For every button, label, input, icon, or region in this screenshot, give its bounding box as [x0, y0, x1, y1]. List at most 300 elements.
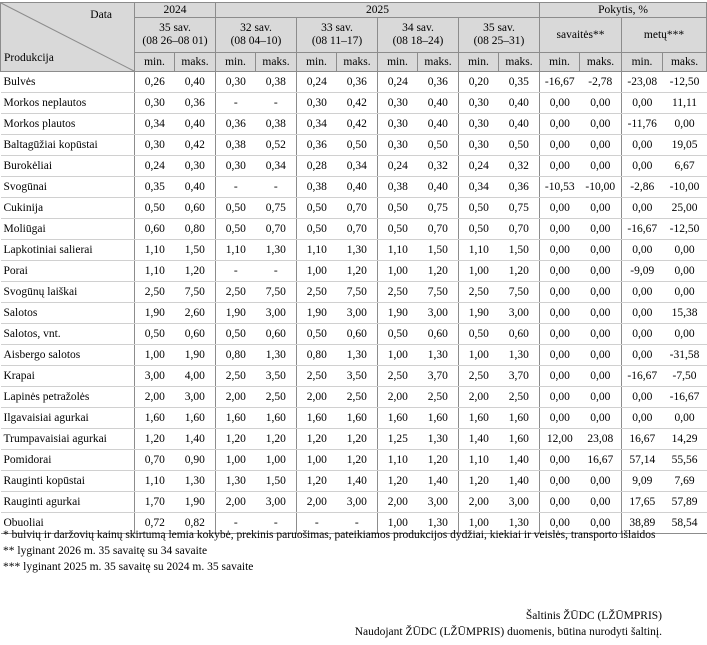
- max-value-cell: 0,90: [175, 450, 216, 471]
- min-value-cell: 1,10: [459, 240, 499, 261]
- max-value-cell: -2,78: [580, 72, 622, 93]
- max-value-cell: 1,40: [175, 429, 216, 450]
- max-value-cell: 1,90: [175, 345, 216, 366]
- max-value-cell: 1,20: [337, 429, 378, 450]
- max-value-cell: 3,00: [499, 303, 540, 324]
- max-value-cell: 3,00: [337, 492, 378, 513]
- product-name-cell: Cukinija: [1, 198, 135, 219]
- min-value-cell: 1,60: [378, 408, 418, 429]
- max-value-cell: 0,75: [256, 198, 297, 219]
- max-value-cell: 1,60: [499, 408, 540, 429]
- week-header: 35 sav. (08 26–08 01): [135, 18, 216, 53]
- max-value-cell: 0,70: [418, 219, 459, 240]
- max-value-cell: 1,30: [256, 345, 297, 366]
- max-value-cell: 0,36: [175, 93, 216, 114]
- min-value-cell: 2,50: [216, 366, 256, 387]
- table-row: [1, 408, 707, 429]
- max-value-cell: 0,00: [580, 93, 622, 114]
- max-value-cell: 1,30: [499, 513, 540, 534]
- min-value-cell: 1,40: [459, 429, 499, 450]
- min-value-cell: 0,70: [135, 450, 175, 471]
- product-label: Produkcija: [4, 52, 54, 64]
- max-value-cell: 1,20: [256, 429, 297, 450]
- max-value-cell: 1,50: [499, 240, 540, 261]
- min-value-cell: 0,26: [135, 72, 175, 93]
- min-value-cell: 0,38: [297, 177, 337, 198]
- min-header: min.: [378, 53, 418, 72]
- min-value-cell: 0,00: [540, 324, 580, 345]
- min-value-cell: 0,00: [622, 303, 663, 324]
- max-header: maks.: [580, 53, 622, 72]
- min-value-cell: 2,00: [297, 387, 337, 408]
- max-value-cell: -31,58: [663, 345, 707, 366]
- min-value-cell: 1,90: [135, 303, 175, 324]
- min-value-cell: 1,00: [459, 261, 499, 282]
- min-value-cell: 0,00: [540, 387, 580, 408]
- table-row: [1, 261, 707, 282]
- min-value-cell: 0,30: [297, 93, 337, 114]
- max-value-cell: 1,60: [499, 429, 540, 450]
- max-value-cell: 0,42: [175, 135, 216, 156]
- min-value-cell: 0,34: [135, 114, 175, 135]
- min-value-cell: 3,00: [135, 366, 175, 387]
- max-value-cell: 1,20: [337, 261, 378, 282]
- max-value-cell: 0,60: [499, 324, 540, 345]
- max-value-cell: 0,42: [337, 93, 378, 114]
- max-value-cell: 0,40: [175, 177, 216, 198]
- product-name-cell: Aisbergo salotos: [1, 345, 135, 366]
- min-value-cell: 0,30: [459, 93, 499, 114]
- table-row: [1, 240, 707, 261]
- min-value-cell: 1,00: [135, 345, 175, 366]
- max-value-cell: 7,50: [337, 282, 378, 303]
- max-value-cell: 1,20: [175, 261, 216, 282]
- min-value-cell: 9,09: [622, 471, 663, 492]
- min-value-cell: 1,20: [297, 429, 337, 450]
- min-value-cell: 1,00: [216, 450, 256, 471]
- max-value-cell: 6,67: [663, 156, 707, 177]
- max-value-cell: 1,40: [418, 471, 459, 492]
- product-name-cell: Salotos, vnt.: [1, 324, 135, 345]
- max-value-cell: 58,54: [663, 513, 707, 534]
- min-value-cell: 0,34: [459, 177, 499, 198]
- max-value-cell: 3,00: [175, 387, 216, 408]
- min-value-cell: 0,00: [622, 282, 663, 303]
- min-value-cell: 0,30: [378, 114, 418, 135]
- min-value-cell: 0,50: [216, 198, 256, 219]
- data-label: Data: [90, 9, 112, 21]
- min-value-cell: 0,50: [459, 324, 499, 345]
- min-value-cell: 0,00: [540, 345, 580, 366]
- min-value-cell: -: [216, 93, 256, 114]
- min-value-cell: 1,90: [297, 303, 337, 324]
- max-value-cell: 25,00: [663, 198, 707, 219]
- max-value-cell: 0,40: [418, 93, 459, 114]
- min-value-cell: -11,76: [622, 114, 663, 135]
- min-value-cell: -16,67: [622, 219, 663, 240]
- max-value-cell: 0,75: [418, 198, 459, 219]
- min-value-cell: 1,10: [216, 240, 256, 261]
- max-value-cell: 1,30: [337, 240, 378, 261]
- max-value-cell: 0,00: [580, 303, 622, 324]
- max-value-cell: 0,40: [499, 114, 540, 135]
- min-value-cell: 1,60: [459, 408, 499, 429]
- min-value-cell: 1,10: [297, 240, 337, 261]
- max-header: maks.: [418, 53, 459, 72]
- max-value-cell: 7,50: [175, 282, 216, 303]
- min-value-cell: 0,00: [622, 135, 663, 156]
- max-value-cell: -7,50: [663, 366, 707, 387]
- product-name-cell: Rauginti agurkai: [1, 492, 135, 513]
- table-row: [1, 303, 707, 324]
- max-value-cell: 2,50: [418, 387, 459, 408]
- max-value-cell: 7,50: [418, 282, 459, 303]
- min-value-cell: 0,30: [216, 156, 256, 177]
- max-value-cell: 1,50: [418, 240, 459, 261]
- table-row: [1, 114, 707, 135]
- max-value-cell: 3,00: [337, 303, 378, 324]
- min-value-cell: 0,50: [378, 198, 418, 219]
- min-value-cell: 0,50: [135, 324, 175, 345]
- max-header: maks.: [256, 53, 297, 72]
- max-value-cell: 0,35: [499, 72, 540, 93]
- max-value-cell: 0,00: [663, 261, 707, 282]
- product-name-cell: Obuoliai: [1, 513, 135, 534]
- footnotes: [3, 527, 663, 575]
- max-value-cell: -: [256, 261, 297, 282]
- min-value-cell: 57,14: [622, 450, 663, 471]
- max-value-cell: 1,30: [418, 345, 459, 366]
- min-header: min.: [216, 53, 256, 72]
- max-value-cell: 0,70: [337, 198, 378, 219]
- min-value-cell: 1,00: [297, 261, 337, 282]
- table-row: [1, 282, 707, 303]
- min-value-cell: 0,00: [540, 156, 580, 177]
- min-value-cell: -16,67: [622, 366, 663, 387]
- max-value-cell: 0,40: [337, 177, 378, 198]
- min-value-cell: 0,00: [622, 345, 663, 366]
- table-row: [1, 366, 707, 387]
- max-value-cell: 0,50: [499, 135, 540, 156]
- max-value-cell: 0,00: [663, 240, 707, 261]
- min-value-cell: 0,00: [540, 450, 580, 471]
- min-value-cell: 1,60: [216, 408, 256, 429]
- max-value-cell: 0,00: [580, 408, 622, 429]
- min-value-cell: -23,08: [622, 72, 663, 93]
- min-value-cell: 2,00: [378, 387, 418, 408]
- min-value-cell: 0,60: [135, 219, 175, 240]
- max-value-cell: 0,75: [499, 198, 540, 219]
- max-value-cell: 15,38: [663, 303, 707, 324]
- min-value-cell: 0,30: [135, 93, 175, 114]
- min-value-cell: 0,50: [378, 219, 418, 240]
- min-value-cell: 2,50: [297, 282, 337, 303]
- min-value-cell: 2,00: [297, 492, 337, 513]
- max-value-cell: 0,32: [499, 156, 540, 177]
- product-name-cell: Svogūnų laiškai: [1, 282, 135, 303]
- min-value-cell: -: [216, 177, 256, 198]
- max-value-cell: 0,00: [580, 366, 622, 387]
- max-value-cell: 0,40: [418, 114, 459, 135]
- max-value-cell: 1,30: [337, 345, 378, 366]
- max-value-cell: 1,00: [256, 450, 297, 471]
- min-value-cell: 0,00: [540, 261, 580, 282]
- min-value-cell: 0,00: [540, 219, 580, 240]
- table-row: [1, 429, 707, 450]
- min-value-cell: 1,60: [297, 408, 337, 429]
- min-value-cell: 0,50: [297, 219, 337, 240]
- min-value-cell: 0,00: [540, 303, 580, 324]
- product-name-cell: Morkos plautos: [1, 114, 135, 135]
- max-value-cell: -: [256, 513, 297, 534]
- min-header: min.: [622, 53, 663, 72]
- week-header: 34 sav. (08 18–24): [378, 18, 459, 53]
- max-value-cell: 0,30: [175, 156, 216, 177]
- max-value-cell: 3,50: [256, 366, 297, 387]
- max-value-cell: 1,60: [418, 408, 459, 429]
- max-value-cell: 0,60: [175, 198, 216, 219]
- max-value-cell: 0,34: [337, 156, 378, 177]
- min-value-cell: 0,80: [297, 345, 337, 366]
- min-value-cell: 1,90: [216, 303, 256, 324]
- min-value-cell: 1,10: [378, 450, 418, 471]
- table-row: [1, 198, 707, 219]
- min-value-cell: 0,50: [378, 324, 418, 345]
- max-value-cell: 1,20: [337, 450, 378, 471]
- max-header: maks.: [663, 53, 707, 72]
- min-value-cell: 0,00: [540, 135, 580, 156]
- min-value-cell: -: [216, 513, 256, 534]
- min-value-cell: 0,50: [297, 198, 337, 219]
- year-2025-header: 2025: [216, 3, 540, 18]
- min-value-cell: 1,30: [216, 471, 256, 492]
- max-value-cell: 0,60: [418, 324, 459, 345]
- max-value-cell: 0,00: [580, 135, 622, 156]
- min-header: min.: [459, 53, 499, 72]
- max-value-cell: 0,36: [418, 72, 459, 93]
- min-value-cell: 0,50: [135, 198, 175, 219]
- min-value-cell: 1,10: [135, 471, 175, 492]
- min-value-cell: 0,50: [459, 219, 499, 240]
- min-value-cell: 0,00: [540, 366, 580, 387]
- min-value-cell: 1,90: [378, 303, 418, 324]
- product-name-cell: Moliūgai: [1, 219, 135, 240]
- max-value-cell: 3,50: [337, 366, 378, 387]
- max-value-cell: 0,82: [175, 513, 216, 534]
- table-row: [1, 471, 707, 492]
- min-value-cell: 1,10: [378, 240, 418, 261]
- min-value-cell: 2,50: [135, 282, 175, 303]
- max-value-cell: 0,70: [499, 219, 540, 240]
- product-name-cell: Salotos: [1, 303, 135, 324]
- min-value-cell: 0,24: [378, 156, 418, 177]
- max-value-cell: 1,30: [418, 429, 459, 450]
- min-value-cell: 0,00: [622, 240, 663, 261]
- max-value-cell: 0,40: [499, 93, 540, 114]
- max-value-cell: 0,00: [580, 492, 622, 513]
- max-value-cell: 0,00: [580, 219, 622, 240]
- table-row: [1, 93, 707, 114]
- product-name-cell: Lapinės petražolės: [1, 387, 135, 408]
- min-value-cell: 2,00: [216, 492, 256, 513]
- max-value-cell: 0,36: [499, 177, 540, 198]
- product-name-cell: Pomidorai: [1, 450, 135, 471]
- max-value-cell: 1,90: [175, 492, 216, 513]
- min-value-cell: 1,00: [378, 261, 418, 282]
- min-value-cell: 0,24: [459, 156, 499, 177]
- source-line: Šaltinis ŽŪDC (LŽŪMPRIS): [525, 610, 662, 622]
- min-value-cell: -9,09: [622, 261, 663, 282]
- min-value-cell: 2,00: [135, 387, 175, 408]
- min-value-cell: 1,20: [216, 429, 256, 450]
- max-value-cell: 0,50: [418, 135, 459, 156]
- min-value-cell: 2,50: [297, 366, 337, 387]
- min-value-cell: 1,70: [135, 492, 175, 513]
- max-value-cell: 3,00: [256, 303, 297, 324]
- min-value-cell: 0,30: [216, 72, 256, 93]
- max-value-cell: 14,29: [663, 429, 707, 450]
- min-value-cell: 0,00: [622, 156, 663, 177]
- max-value-cell: 0,70: [337, 219, 378, 240]
- max-value-cell: 19,05: [663, 135, 707, 156]
- min-value-cell: 1,00: [378, 513, 418, 534]
- min-value-cell: 2,00: [459, 387, 499, 408]
- max-value-cell: 0,00: [580, 324, 622, 345]
- min-value-cell: 0,24: [297, 72, 337, 93]
- min-value-cell: 2,50: [459, 366, 499, 387]
- week-header: 33 sav. (08 11–17): [297, 18, 378, 53]
- max-value-cell: 1,30: [175, 471, 216, 492]
- product-name-cell: Baltagūžiai kopūstai: [1, 135, 135, 156]
- min-value-cell: -10,53: [540, 177, 580, 198]
- min-value-cell: 1,20: [135, 429, 175, 450]
- product-name-cell: Trumpavaisiai agurkai: [1, 429, 135, 450]
- max-value-cell: 7,50: [256, 282, 297, 303]
- product-name-cell: Rauginti kopūstai: [1, 471, 135, 492]
- min-value-cell: 0,36: [297, 135, 337, 156]
- max-value-cell: 0,00: [580, 198, 622, 219]
- change-header: Pokytis, %: [540, 3, 707, 18]
- min-value-cell: 1,20: [378, 471, 418, 492]
- max-value-cell: 1,20: [418, 261, 459, 282]
- min-value-cell: 2,50: [459, 282, 499, 303]
- min-value-cell: 1,10: [135, 261, 175, 282]
- max-value-cell: 0,00: [580, 471, 622, 492]
- max-value-cell: 23,08: [580, 429, 622, 450]
- min-value-cell: 2,50: [216, 282, 256, 303]
- min-value-cell: 0,00: [622, 198, 663, 219]
- max-header: maks.: [175, 53, 216, 72]
- min-value-cell: 0,00: [622, 324, 663, 345]
- min-value-cell: 0,00: [540, 198, 580, 219]
- product-name-cell: Lapkotiniai salierai: [1, 240, 135, 261]
- min-value-cell: 1,10: [459, 450, 499, 471]
- max-value-cell: -: [256, 177, 297, 198]
- max-header: maks.: [499, 53, 540, 72]
- min-value-cell: 0,50: [459, 198, 499, 219]
- min-value-cell: 0,34: [297, 114, 337, 135]
- weekly-change-header: savaitės**: [540, 18, 622, 53]
- min-value-cell: 0,35: [135, 177, 175, 198]
- max-header: maks.: [337, 53, 378, 72]
- max-value-cell: 1,30: [499, 345, 540, 366]
- max-value-cell: 0,52: [256, 135, 297, 156]
- max-value-cell: 0,60: [175, 324, 216, 345]
- min-value-cell: 12,00: [540, 429, 580, 450]
- source-note: [355, 608, 662, 640]
- max-value-cell: 0,00: [580, 282, 622, 303]
- max-value-cell: 1,50: [256, 471, 297, 492]
- min-value-cell: 0,50: [297, 324, 337, 345]
- product-name-cell: Ilgavaisiai agurkai: [1, 408, 135, 429]
- min-value-cell: 0,00: [622, 387, 663, 408]
- max-value-cell: -: [337, 513, 378, 534]
- max-value-cell: 0,80: [175, 219, 216, 240]
- max-value-cell: 0,00: [663, 408, 707, 429]
- min-value-cell: 0,00: [540, 240, 580, 261]
- max-value-cell: 1,40: [499, 450, 540, 471]
- max-value-cell: 0,50: [337, 135, 378, 156]
- min-value-cell: 0,72: [135, 513, 175, 534]
- max-value-cell: -10,00: [580, 177, 622, 198]
- min-value-cell: 1,20: [459, 471, 499, 492]
- table-row: [1, 219, 707, 240]
- max-value-cell: 3,00: [418, 303, 459, 324]
- data-product-corner-cell: [1, 3, 135, 72]
- min-value-cell: 0,38: [216, 135, 256, 156]
- source-usage-line: Naudojant ŽŪDC (LŽŪMPRIS) duomenis, būtina nurodyti šaltinį.: [354, 626, 662, 638]
- max-value-cell: 0,42: [337, 114, 378, 135]
- max-value-cell: 0,00: [663, 114, 707, 135]
- max-value-cell: 1,60: [337, 408, 378, 429]
- min-value-cell: 2,00: [459, 492, 499, 513]
- min-value-cell: 1,00: [378, 345, 418, 366]
- table-body: [1, 72, 707, 534]
- week-header: 35 sav. (08 25–31): [459, 18, 540, 53]
- max-value-cell: 4,00: [175, 366, 216, 387]
- min-value-cell: 17,65: [622, 492, 663, 513]
- min-value-cell: 38,89: [622, 513, 663, 534]
- product-name-cell: Krapai: [1, 366, 135, 387]
- min-value-cell: 1,00: [459, 345, 499, 366]
- product-name-cell: Bulvės: [1, 72, 135, 93]
- table-row: [1, 156, 707, 177]
- min-value-cell: 2,00: [216, 387, 256, 408]
- max-value-cell: 2,50: [499, 387, 540, 408]
- min-header: min.: [135, 53, 175, 72]
- min-value-cell: 1,00: [459, 513, 499, 534]
- max-value-cell: 1,20: [499, 261, 540, 282]
- min-value-cell: 0,30: [378, 93, 418, 114]
- max-value-cell: -12,50: [663, 72, 707, 93]
- min-value-cell: 0,00: [622, 408, 663, 429]
- min-value-cell: 0,24: [135, 156, 175, 177]
- max-value-cell: -10,00: [663, 177, 707, 198]
- product-name-cell: Morkos neplautos: [1, 93, 135, 114]
- max-value-cell: 57,89: [663, 492, 707, 513]
- min-value-cell: 1,10: [135, 240, 175, 261]
- min-value-cell: 0,30: [459, 135, 499, 156]
- min-value-cell: 0,00: [540, 93, 580, 114]
- min-value-cell: 0,30: [135, 135, 175, 156]
- table-row: [1, 387, 707, 408]
- max-value-cell: 3,70: [499, 366, 540, 387]
- min-value-cell: 0,00: [622, 93, 663, 114]
- max-value-cell: 3,70: [418, 366, 459, 387]
- min-value-cell: -2,86: [622, 177, 663, 198]
- table-row: [1, 492, 707, 513]
- price-table: [0, 2, 707, 534]
